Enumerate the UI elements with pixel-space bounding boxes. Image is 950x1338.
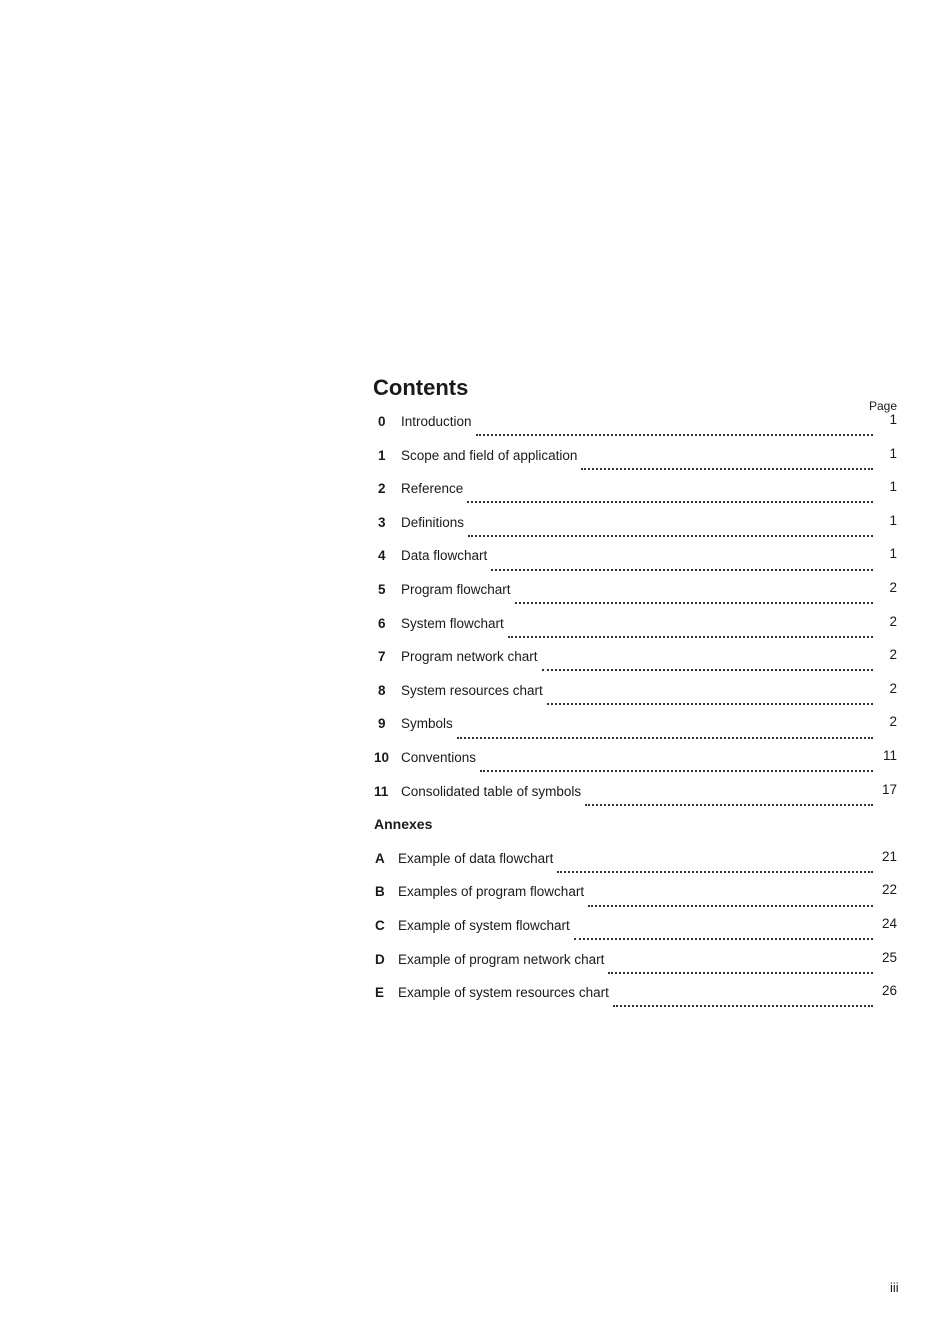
entry-number: 10 — [374, 749, 390, 765]
toc-entry-5[interactable] — [373, 581, 899, 615]
entry-number: 4 — [378, 548, 386, 564]
toc-entry-1[interactable] — [373, 447, 899, 481]
toc-entry-4[interactable] — [373, 547, 899, 581]
toc-entry-2[interactable] — [373, 480, 899, 514]
entry-number: 7 — [378, 649, 386, 665]
toc-annex-a[interactable] — [373, 850, 899, 884]
entry-page: 2 — [889, 579, 897, 595]
entry-title: Consolidated table of symbols — [401, 783, 582, 799]
entry-number: 2 — [378, 481, 386, 497]
toc-entry-11[interactable] — [373, 783, 899, 817]
dot-leader — [608, 971, 873, 974]
entry-page: 17 — [881, 781, 897, 797]
toc-entry-6[interactable] — [373, 615, 899, 649]
annex-letter: A — [375, 850, 385, 866]
entry-title: Conventions — [401, 749, 477, 765]
dot-leader — [574, 937, 873, 940]
dot-leader — [468, 534, 873, 537]
toc-entry-10[interactable] — [373, 749, 899, 783]
annex-title: Example of system resources chart — [398, 985, 609, 1001]
toc-entry-7[interactable] — [373, 648, 899, 682]
annex-page: 21 — [881, 848, 897, 864]
annex-title: Example of data flowchart — [398, 850, 554, 866]
dot-leader — [476, 433, 873, 436]
page-number: iii — [890, 1280, 899, 1295]
entry-page: 1 — [889, 479, 897, 495]
toc-entry-3[interactable] — [373, 514, 899, 548]
page-column-label: Page — [868, 399, 897, 413]
toc-entry-8[interactable] — [373, 682, 899, 716]
entry-number: 11 — [374, 783, 389, 799]
annex-title: Examples of program flowchart — [398, 884, 585, 900]
annex-title: Example of program network chart — [398, 951, 605, 967]
entry-title: System resources chart — [401, 682, 543, 698]
entry-page: 11 — [882, 747, 897, 763]
entry-number: 0 — [378, 414, 386, 429]
toc-annex-e[interactable] — [373, 984, 899, 1018]
toc-annex-c[interactable] — [373, 917, 899, 951]
dot-leader — [491, 568, 873, 571]
entry-page: 2 — [889, 613, 897, 629]
entry-page: 2 — [889, 680, 897, 696]
entry-number: 6 — [378, 615, 386, 631]
entry-title: Reference — [401, 481, 464, 497]
annex-page: 24 — [881, 915, 897, 931]
annexes-heading: Annexes — [374, 816, 433, 833]
dot-leader — [557, 870, 873, 873]
entry-page: 1 — [889, 445, 897, 461]
annex-letter: C — [375, 917, 385, 933]
entry-page: 1 — [889, 546, 897, 562]
entry-number: 9 — [378, 716, 386, 732]
dot-leader — [515, 601, 873, 604]
toc-entry-0[interactable] — [373, 413, 899, 447]
entry-number: 3 — [378, 514, 386, 530]
entry-page: 2 — [889, 647, 897, 663]
annex-letter: B — [375, 884, 385, 900]
dot-leader — [581, 467, 873, 470]
dot-leader — [508, 635, 873, 638]
entry-page: 2 — [889, 714, 897, 730]
annex-page: 25 — [881, 949, 897, 965]
dot-leader — [457, 736, 873, 739]
annex-page: 26 — [881, 983, 897, 999]
toc-annex-b[interactable] — [373, 883, 899, 917]
entry-number: 8 — [378, 682, 386, 698]
entry-title: Introduction — [401, 414, 472, 429]
dot-leader — [588, 904, 873, 907]
entry-title: Symbols — [401, 716, 453, 732]
toc-annex-d[interactable] — [373, 951, 899, 985]
dot-leader — [547, 702, 873, 705]
entry-title: Data flowchart — [401, 548, 488, 564]
annex-letter: D — [375, 951, 385, 967]
entry-title: Definitions — [401, 514, 465, 530]
annex-page: 22 — [881, 882, 897, 898]
dot-leader — [467, 500, 873, 503]
dot-leader — [613, 1004, 873, 1007]
dot-leader — [542, 668, 873, 671]
entry-number: 5 — [378, 581, 386, 597]
annex-title: Example of system flowchart — [398, 917, 570, 933]
entry-page: 1 — [889, 512, 897, 528]
table-of-contents — [373, 374, 899, 1018]
contents-title: Contents — [373, 375, 469, 400]
entry-number: 1 — [378, 447, 386, 463]
entry-title: Scope and field of application — [401, 447, 578, 463]
entry-title: Program network chart — [401, 649, 538, 665]
entry-title: System flowchart — [401, 615, 504, 631]
entry-title: Program flowchart — [401, 581, 511, 597]
toc-entry-9[interactable] — [373, 715, 899, 749]
dot-leader — [480, 769, 873, 772]
annex-letter: E — [375, 985, 385, 1001]
dot-leader — [585, 803, 873, 806]
entry-page: 1 — [889, 412, 897, 427]
